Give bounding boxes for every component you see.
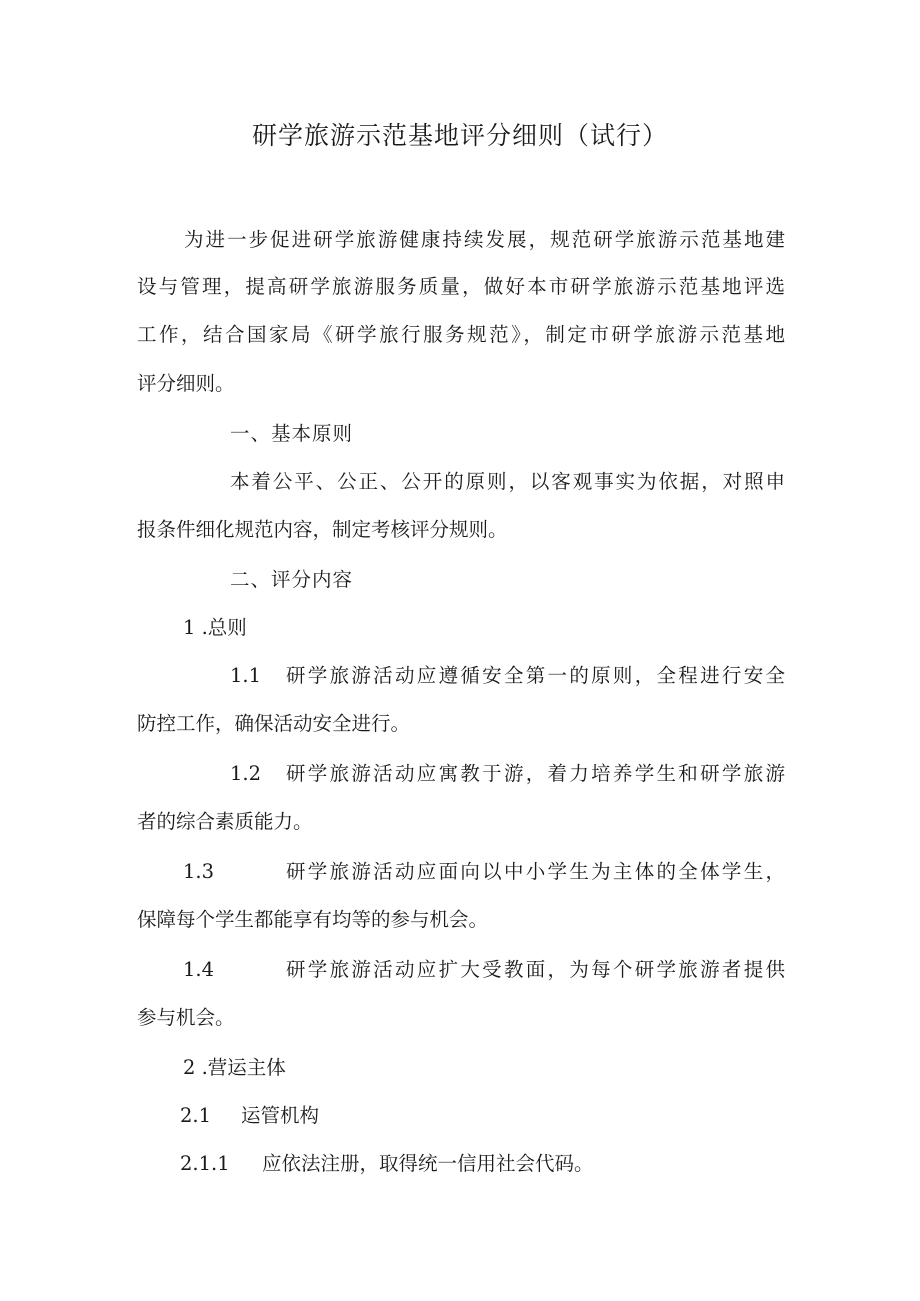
clause-2-1-text: 运管机构 [241, 1104, 320, 1127]
clause-number: 1.1 [230, 664, 262, 687]
intro-line-2: 设与管理，提高研学旅游服务质量，做好本市研学旅游示范基地评选 [137, 275, 785, 298]
clause-1-1-line-2: 防控工作，确保活动安全进行。 [137, 712, 411, 735]
clause-1-3-line-2: 保障每个学生都能享有均等的参与机会。 [137, 908, 489, 931]
clause-number: 2.1 [180, 1104, 212, 1127]
intro-line-3: 工作，结合国家局《研学旅行服务规范》，制定市研学旅游示范基地 [137, 323, 785, 346]
clause-1-4-line-1: 研学旅游活动应扩大受教面，为每个研学旅游者提供 [286, 958, 785, 981]
document-title: 研学旅游示范基地评分细则（试行） [251, 121, 668, 150]
item-heading-general: 1 .总则 [183, 616, 247, 639]
clause-1-3-line-1: 研学旅游活动应面向以中小学生为主体的全体学生， [286, 860, 785, 883]
section-heading-scoring: 二、评分内容 [230, 568, 354, 591]
clause-2-1-1-text: 应依法注册，取得统一信用社会代码。 [262, 1152, 594, 1175]
clause-1-4-line-2: 参与机会。 [137, 1006, 235, 1029]
intro-line-1: 为进一步促进研学旅游健康持续发展，规范研学旅游示范基地建 [184, 228, 785, 251]
item-heading-operator: 2 .营运主体 [183, 1056, 286, 1079]
clause-1-1-line-1: 研学旅游活动应遵循安全第一的原则，全程进行安全 [286, 664, 785, 687]
principles-line-1: 本着公平、公正、公开的原则，以客观事实为依据，对照申 [230, 470, 785, 493]
clause-number: 1.4 [183, 958, 215, 981]
clause-number: 1.3 [183, 860, 215, 883]
clause-1-2-line-1: 研学旅游活动应寓教于游，着力培养学生和研学旅游 [286, 762, 785, 785]
intro-line-4: 评分细则。 [137, 372, 235, 395]
clause-number: 1.2 [230, 762, 262, 785]
clause-number: 2.1.1 [180, 1152, 230, 1175]
section-heading-principles: 一、基本原则 [230, 422, 354, 445]
principles-line-2: 报条件细化规范内容，制定考核评分规则。 [137, 518, 508, 541]
clause-1-2-line-2: 者的综合素质能力。 [137, 810, 313, 833]
